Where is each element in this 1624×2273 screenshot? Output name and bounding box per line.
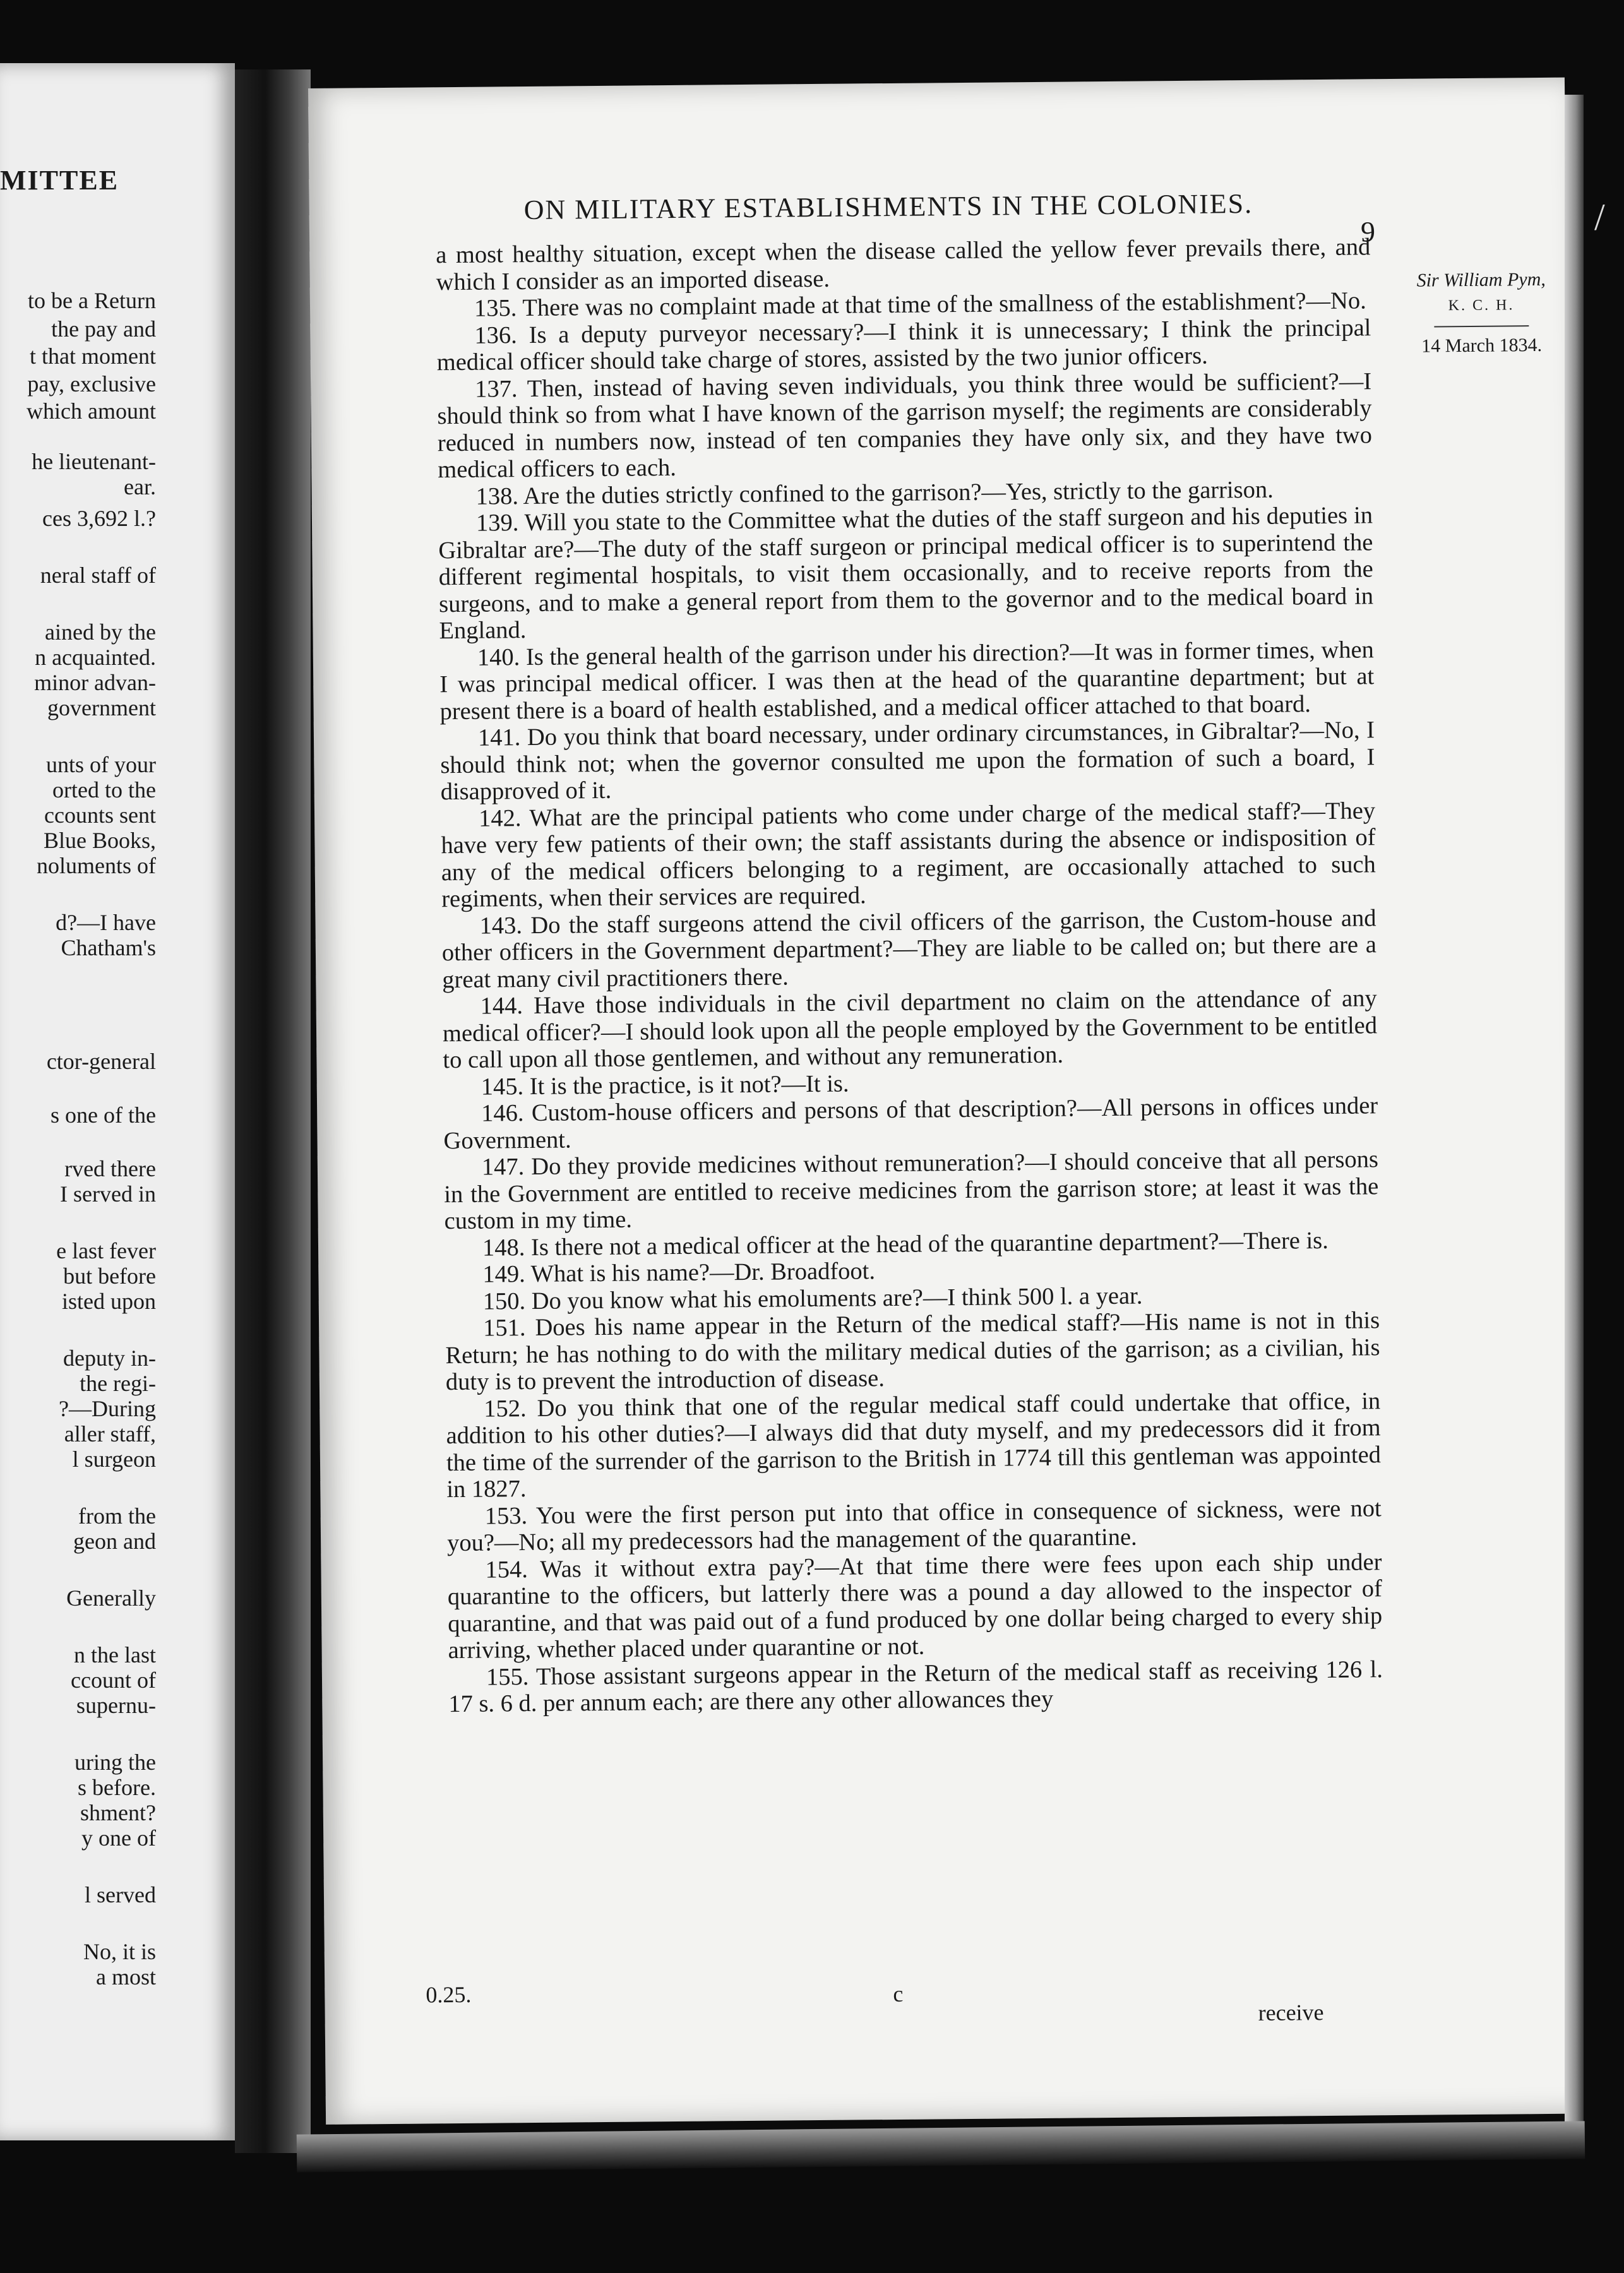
left-page-line: unts of your (46, 752, 156, 777)
left-page-line: s before. (78, 1775, 156, 1800)
testimony-paragraph: 150. Do you know what his emoluments are?—I think 500 l. a year. (482, 1282, 1143, 1315)
left-page-line: pay, exclusive (27, 371, 156, 397)
evidence-date: 14 March 1834. (1421, 334, 1543, 357)
testimony-paragraph: 153. You were the first person put into that office in consequence of sickness, were not you?—No; all my predecessors had the management of the quarantine. (446, 1494, 1382, 1557)
left-page (0, 63, 235, 2140)
left-page-line: l surgeon (72, 1447, 156, 1472)
body-text (436, 234, 1383, 1717)
left-page-line: ccounts sent (44, 802, 156, 828)
testimony-paragraph: 147. Do they provide medicines without remuneration?—I should conceive that all persons in the Government are entitled to receive medicines from the garrison store; at least it was the custom in my time. (444, 1146, 1379, 1235)
left-page-line: Generally (66, 1585, 156, 1611)
left-page-line: s one of the (51, 1102, 156, 1128)
left-page-line: a most (96, 1964, 156, 1990)
testimony-paragraph: 154. Was it without extra pay?—At that time there were fees upon each ship under quarantine to the officers, but latterly there was a pound a day allowed to the inspector of quarantine, and that was paid out of a fund produced by one dollar being charged to every ship arriving, whether placed under quarantine or not. (447, 1548, 1383, 1664)
left-page-line: n acquainted. (35, 645, 156, 670)
left-page-line: rved there (64, 1156, 156, 1181)
left-page-line: to be a Return (28, 288, 156, 313)
page-number: 9 (1360, 215, 1376, 248)
testimony-paragraph: a most healthy situation, except when the disease called the yellow fever prevails there, and which I consider as an imported disease. (436, 234, 1371, 295)
left-page-line: ?—During (59, 1396, 156, 1421)
left-page-line: but before (63, 1263, 156, 1289)
left-page-line: d?—I have (56, 910, 156, 935)
printer-signature: 0.25. (426, 1981, 472, 2008)
left-page-line: which amount (27, 398, 156, 424)
margin-rule (1434, 325, 1529, 327)
testimony-paragraph: 151. Does his name appear in the Return of the medical staff?—His name is not in this Return; he has nothing to do with the military medical duties of the garrison; as a civilian, his duty is to prevent the introduction of disease. (445, 1307, 1380, 1396)
testimony-paragraph: 145. It is the practice, is it not?—It is. (481, 1070, 849, 1101)
left-page-line: neral staff of (40, 563, 156, 588)
page-bottom-edge (297, 2121, 1585, 2172)
right-page (308, 78, 1582, 2125)
testimony-paragraph: 152. Do you think that one of the regular medical staff could undertake that office, in addition to his other duties?—I always did that duty myself, and my predecessors did it from the time of the surrender of the garrison to the British in 1774 till this gentleman was appointed in 1827. (446, 1387, 1382, 1503)
running-head: ON MILITARY ESTABLISHMENTS IN THE COLONIES. (523, 188, 1253, 226)
testimony-paragraph: 148. Is there not a medical officer at the head of the quarantine department?—There is. (482, 1227, 1328, 1262)
left-page-line: from the (78, 1503, 156, 1529)
left-page-line: deputy in- (63, 1345, 156, 1371)
witness-honour: K. C. H. (1448, 297, 1515, 314)
left-page-line: government (47, 695, 156, 720)
left-page-line: noluments of (37, 853, 156, 878)
left-page-line: e last fever (56, 1238, 156, 1263)
left-page-line: supernu- (76, 1693, 156, 1718)
left-page-line: minor advan- (34, 670, 156, 695)
left-page-line: he lieutenant- (32, 449, 156, 474)
testimony-paragraph: 144. Have those individuals in the civil department no claim on the attendance of any medical officer?—I should look upon all the people employed by the Government to be entitled to call upon all those gentlemen, and without any remuneration. (442, 985, 1378, 1074)
testimony-paragraph: 140. Is the general health of the garrison under his direction?—It was in former times, when I was principal medical officer. I was then at the head of the quarantine department; but at present there is a board of health established, and a medical officer attached to that board. (439, 636, 1375, 725)
left-page-line: Blue Books, (43, 828, 156, 853)
testimony-paragraph: 149. What is his name?—Dr. Broadfoot. (482, 1258, 876, 1288)
left-page-line: aller staff, (64, 1421, 156, 1447)
testimony-paragraph: 141. Do you think that board necessary, under ordinary circumstances, in Gibraltar?—No, I should think not; when the governor consulted me upon the formation of such a board, I disapproved of it. (440, 717, 1375, 806)
left-page-line: isted upon (62, 1289, 156, 1314)
left-page-line: uring the (75, 1750, 156, 1775)
left-page-line: y one of (81, 1825, 156, 1851)
left-page-line: Chatham's (61, 935, 156, 960)
left-page-line: geon and (73, 1529, 156, 1554)
left-page-line: shment? (80, 1800, 156, 1825)
left-page-line: I served in (60, 1181, 156, 1207)
left-page-line: n the last (74, 1642, 156, 1667)
pencil-mark: / (1594, 196, 1605, 238)
book-gutter (235, 69, 311, 2153)
testimony-paragraph: 135. There was no complaint made at that time of the smallness of the establishment?—No. (474, 287, 1366, 322)
catchword: receive (1258, 2000, 1324, 2025)
left-page-line: t that moment (30, 343, 156, 369)
testimony-paragraph: 136. Is a deputy purveyor necessary?—I think it is unnecessary; I think the principal medical officer should take charge of stores, assisted by the two junior officers. (436, 314, 1371, 376)
page-fore-edge (1565, 95, 1584, 2134)
left-page-line: ccount of (71, 1667, 156, 1693)
left-page-line: the pay and (51, 316, 156, 342)
testimony-paragraph: 139. Will you state to the Committee what the duties of the staff surgeon and his deputies in Gibraltar are?—The duty of the staff surgeon or principal medical officer is to superintend the different regimental hospitals, to visit them occasionally, and to receive reports from the surgeons, and to make a general report from them to the governor and to the medical board in England. (438, 502, 1374, 645)
margin-note (1406, 267, 1558, 359)
left-page-line: l served (85, 1882, 156, 1907)
testimony-paragraph: 142. What are the principal patients who come under charge of the medical staff?—They have very few patients of their own; the staff assistants during the absence or indisposition of any of the medical officers belonging to a regiment, are occasionally attached to such regiments, when their services are required. (441, 797, 1376, 913)
testimony-paragraph: 138. Are the duties strictly confined to the garrison?—Yes, strictly to the garrison. (475, 476, 1274, 510)
signature-letter: c (893, 1981, 904, 2007)
left-page-line: ained by the (45, 619, 156, 645)
left-page-line: ear. (124, 474, 156, 499)
testimony-paragraph: 143. Do the staff surgeons attend the civil officers of the garrison, the Custom-house and other officers in the Government department?—They are liable to be called on; but there are a great many civil practitioners there. (441, 904, 1377, 993)
witness-name: Sir William Pym, (1416, 268, 1546, 291)
left-page-line: No, it is (83, 1939, 156, 1964)
testimony-paragraph: 137. Then, instead of having seven individuals, you think three would be sufficient?—I should think so from what I have known of the garrison myself; the regiments are considerably reduced in numbers now, instead of ten companies they have only six, and they have two medical officers to each. (437, 367, 1373, 484)
testimony-paragraph: 155. Those assistant surgeons appear in the Return of the medical staff as receiving 126 l. 17 s. 6 d. per annum each; are there any other allowances they (448, 1656, 1383, 1718)
left-page-heading: MITTEE (0, 165, 119, 196)
left-page-line: ces 3,692 l.? (42, 506, 156, 531)
testimony-paragraph: 146. Custom-house officers and persons of that description?—All persons in offices under Government. (443, 1092, 1378, 1154)
left-page-line: ctor-general (46, 1049, 156, 1074)
left-page-line: orted to the (52, 777, 156, 802)
left-page-line: the regi- (80, 1371, 156, 1396)
